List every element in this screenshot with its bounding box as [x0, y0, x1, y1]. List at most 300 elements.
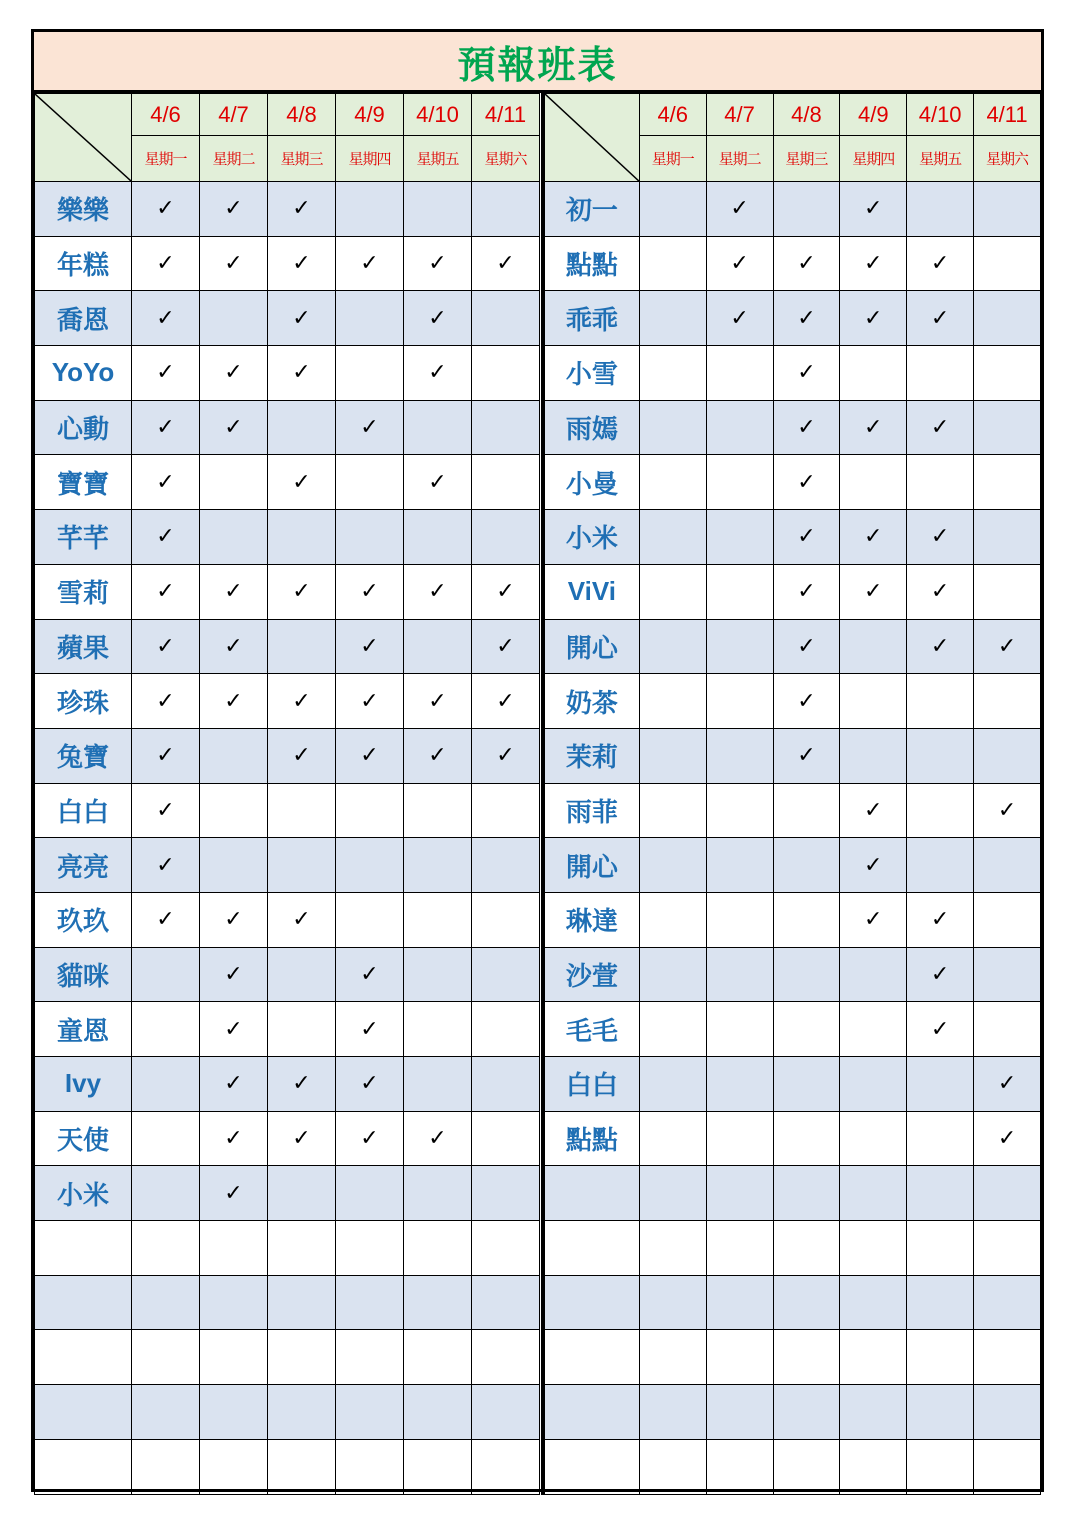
check-mark-cell: ✓: [336, 619, 404, 674]
table-row: [545, 1385, 1041, 1440]
staff-name-cell: 小米: [35, 1166, 132, 1221]
empty-cell: [773, 1275, 840, 1330]
schedule-sheet: [31, 29, 1044, 1492]
table-row: [35, 1057, 540, 1112]
check-mark-cell: ✓: [773, 455, 840, 510]
empty-cell: [907, 455, 974, 510]
staff-name-cell: [545, 1275, 640, 1330]
right-schedule: [541, 93, 1041, 1495]
empty-cell: [773, 1221, 840, 1276]
table-row: [35, 947, 540, 1002]
empty-cell: [840, 1275, 907, 1330]
empty-cell: [907, 1111, 974, 1166]
check-mark-cell: ✓: [472, 728, 540, 783]
check-mark-cell: ✓: [268, 674, 336, 729]
date-header-cell: 4/9: [840, 94, 907, 136]
table-row: [35, 1330, 540, 1385]
check-mark-cell: ✓: [336, 400, 404, 455]
check-mark-cell: ✓: [840, 400, 907, 455]
check-mark-cell: ✓: [773, 674, 840, 729]
check-mark-cell: ✓: [132, 619, 200, 674]
empty-cell: [907, 1275, 974, 1330]
empty-cell: [639, 564, 706, 619]
check-mark-cell: ✓: [840, 182, 907, 237]
check-mark-cell: ✓: [200, 1002, 268, 1057]
check-mark-cell: ✓: [132, 455, 200, 510]
empty-cell: [472, 1057, 540, 1112]
table-row: [545, 564, 1041, 619]
empty-cell: [706, 564, 773, 619]
staff-name-cell: 芊芊: [35, 510, 132, 565]
check-mark-cell: ✓: [907, 947, 974, 1002]
weekday-header-cell: 星期三: [773, 136, 840, 182]
empty-cell: [706, 1385, 773, 1440]
empty-cell: [200, 1221, 268, 1276]
staff-name-cell: 琳達: [545, 892, 640, 947]
weekday-header-cell: 星期六: [974, 136, 1041, 182]
empty-cell: [907, 674, 974, 729]
empty-cell: [404, 1057, 472, 1112]
staff-name-cell: 毛毛: [545, 1002, 640, 1057]
check-mark-cell: ✓: [974, 783, 1041, 838]
staff-name-cell: ViVi: [545, 564, 640, 619]
check-mark-cell: ✓: [840, 510, 907, 565]
table-row: [35, 619, 540, 674]
empty-cell: [706, 400, 773, 455]
check-mark-cell: ✓: [840, 236, 907, 291]
check-mark-cell: ✓: [336, 1002, 404, 1057]
empty-cell: [974, 1439, 1041, 1494]
check-mark-cell: ✓: [268, 1057, 336, 1112]
staff-name-cell: 白白: [545, 1057, 640, 1112]
empty-cell: [132, 1385, 200, 1440]
check-mark-cell: ✓: [404, 1111, 472, 1166]
empty-cell: [336, 1275, 404, 1330]
empty-cell: [974, 892, 1041, 947]
empty-cell: [840, 619, 907, 674]
table-row: [35, 1221, 540, 1276]
check-mark-cell: ✓: [472, 236, 540, 291]
check-mark-cell: ✓: [132, 346, 200, 401]
empty-cell: [907, 1057, 974, 1112]
empty-cell: [268, 783, 336, 838]
empty-cell: [472, 947, 540, 1002]
empty-cell: [336, 510, 404, 565]
empty-cell: [268, 1221, 336, 1276]
check-mark-cell: ✓: [268, 455, 336, 510]
empty-cell: [706, 947, 773, 1002]
empty-cell: [268, 510, 336, 565]
staff-name-cell: 雨菲: [545, 783, 640, 838]
staff-name-cell: [35, 1385, 132, 1440]
empty-cell: [907, 1221, 974, 1276]
check-mark-cell: ✓: [132, 182, 200, 237]
empty-cell: [840, 346, 907, 401]
empty-cell: [404, 182, 472, 237]
empty-cell: [268, 619, 336, 674]
check-mark-cell: ✓: [268, 564, 336, 619]
staff-name-cell: 寶寶: [35, 455, 132, 510]
weekday-header-cell: 星期五: [907, 136, 974, 182]
table-row: [35, 1166, 540, 1221]
staff-name-cell: 小米: [545, 510, 640, 565]
empty-cell: [974, 838, 1041, 893]
empty-cell: [200, 1330, 268, 1385]
check-mark-cell: ✓: [200, 892, 268, 947]
staff-name-cell: 小雪: [545, 346, 640, 401]
table-row: [35, 236, 540, 291]
empty-cell: [336, 346, 404, 401]
staff-name-cell: 天使: [35, 1111, 132, 1166]
staff-name-cell: 奶茶: [545, 674, 640, 729]
check-mark-cell: ✓: [773, 510, 840, 565]
check-mark-cell: ✓: [472, 619, 540, 674]
empty-cell: [200, 1385, 268, 1440]
empty-cell: [639, 619, 706, 674]
empty-cell: [472, 838, 540, 893]
empty-cell: [773, 892, 840, 947]
check-mark-cell: ✓: [200, 1111, 268, 1166]
date-header-cell: 4/10: [907, 94, 974, 136]
staff-name-cell: 珍珠: [35, 674, 132, 729]
empty-cell: [706, 1166, 773, 1221]
check-mark-cell: ✓: [132, 892, 200, 947]
check-mark-cell: ✓: [200, 947, 268, 1002]
empty-cell: [773, 783, 840, 838]
table-row: [545, 510, 1041, 565]
weekday-header-cell: 星期一: [132, 136, 200, 182]
staff-name-cell: 白白: [35, 783, 132, 838]
empty-cell: [336, 455, 404, 510]
check-mark-cell: ✓: [132, 236, 200, 291]
empty-cell: [706, 1275, 773, 1330]
check-mark-cell: ✓: [132, 291, 200, 346]
check-mark-cell: ✓: [773, 291, 840, 346]
staff-name-cell: 小曼: [545, 455, 640, 510]
empty-cell: [404, 892, 472, 947]
empty-cell: [907, 346, 974, 401]
check-mark-cell: ✓: [268, 346, 336, 401]
table-row: [545, 947, 1041, 1002]
check-mark-cell: ✓: [974, 1057, 1041, 1112]
empty-cell: [472, 783, 540, 838]
table-row: [35, 1002, 540, 1057]
check-mark-cell: ✓: [200, 1166, 268, 1221]
check-mark-cell: ✓: [404, 291, 472, 346]
check-mark-cell: ✓: [132, 674, 200, 729]
staff-name-cell: [545, 1439, 640, 1494]
diagonal-line: [35, 94, 131, 181]
date-header-cell: 4/11: [472, 94, 540, 136]
right-schedule-table: [544, 93, 1041, 1495]
check-mark-cell: ✓: [907, 291, 974, 346]
check-mark-cell: ✓: [200, 182, 268, 237]
staff-name-cell: 開心: [545, 619, 640, 674]
empty-cell: [840, 1111, 907, 1166]
staff-name-cell: YoYo: [35, 346, 132, 401]
empty-cell: [706, 346, 773, 401]
check-mark-cell: ✓: [268, 1111, 336, 1166]
empty-cell: [200, 455, 268, 510]
empty-cell: [907, 838, 974, 893]
empty-cell: [639, 1002, 706, 1057]
empty-cell: [639, 1221, 706, 1276]
table-row: [35, 728, 540, 783]
table-row: [545, 1057, 1041, 1112]
table-row: [545, 783, 1041, 838]
empty-cell: [974, 346, 1041, 401]
check-mark-cell: ✓: [907, 619, 974, 674]
empty-cell: [268, 947, 336, 1002]
empty-cell: [639, 400, 706, 455]
empty-cell: [472, 400, 540, 455]
empty-cell: [268, 1002, 336, 1057]
staff-name-cell: [35, 1439, 132, 1494]
date-header-row: [35, 94, 540, 136]
empty-cell: [907, 1166, 974, 1221]
staff-name-cell: 心動: [35, 400, 132, 455]
staff-name-cell: [545, 1330, 640, 1385]
check-mark-cell: ✓: [840, 783, 907, 838]
staff-name-cell: 兔寶: [35, 728, 132, 783]
staff-name-cell: 樂樂: [35, 182, 132, 237]
check-mark-cell: ✓: [404, 346, 472, 401]
empty-cell: [639, 1166, 706, 1221]
empty-cell: [132, 1002, 200, 1057]
empty-cell: [840, 1330, 907, 1385]
table-row: [35, 182, 540, 237]
empty-cell: [639, 291, 706, 346]
empty-cell: [773, 838, 840, 893]
check-mark-cell: ✓: [472, 564, 540, 619]
table-row: [545, 291, 1041, 346]
empty-cell: [706, 1111, 773, 1166]
empty-cell: [132, 1439, 200, 1494]
check-mark-cell: ✓: [404, 455, 472, 510]
empty-cell: [404, 510, 472, 565]
empty-cell: [639, 455, 706, 510]
empty-cell: [404, 947, 472, 1002]
check-mark-cell: ✓: [840, 291, 907, 346]
empty-cell: [336, 182, 404, 237]
check-mark-cell: ✓: [773, 564, 840, 619]
check-mark-cell: ✓: [268, 892, 336, 947]
table-row: [35, 564, 540, 619]
check-mark-cell: ✓: [706, 291, 773, 346]
empty-cell: [336, 1221, 404, 1276]
empty-cell: [404, 1221, 472, 1276]
empty-cell: [907, 1439, 974, 1494]
check-mark-cell: ✓: [404, 674, 472, 729]
empty-cell: [268, 1166, 336, 1221]
table-row: [545, 1275, 1041, 1330]
weekday-header-cell: 星期二: [706, 136, 773, 182]
empty-cell: [639, 838, 706, 893]
empty-cell: [336, 783, 404, 838]
empty-cell: [404, 619, 472, 674]
empty-cell: [472, 1002, 540, 1057]
check-mark-cell: ✓: [907, 236, 974, 291]
staff-name-cell: 喬恩: [35, 291, 132, 346]
empty-cell: [840, 1166, 907, 1221]
staff-name-cell: 乖乖: [545, 291, 640, 346]
empty-cell: [132, 1221, 200, 1276]
check-mark-cell: ✓: [840, 892, 907, 947]
check-mark-cell: ✓: [336, 1111, 404, 1166]
check-mark-cell: ✓: [773, 236, 840, 291]
empty-cell: [706, 1439, 773, 1494]
table-row: [545, 182, 1041, 237]
empty-cell: [200, 510, 268, 565]
staff-name-cell: [545, 1166, 640, 1221]
empty-cell: [706, 455, 773, 510]
weekday-header-cell: 星期六: [472, 136, 540, 182]
empty-cell: [706, 783, 773, 838]
table-row: [35, 455, 540, 510]
empty-cell: [974, 1385, 1041, 1440]
weekday-header-cell: 星期四: [336, 136, 404, 182]
empty-cell: [974, 1275, 1041, 1330]
check-mark-cell: ✓: [132, 564, 200, 619]
empty-cell: [472, 291, 540, 346]
weekday-header-cell: 星期三: [268, 136, 336, 182]
empty-cell: [268, 1439, 336, 1494]
empty-cell: [706, 1057, 773, 1112]
empty-cell: [706, 1330, 773, 1385]
empty-cell: [706, 1221, 773, 1276]
empty-cell: [974, 510, 1041, 565]
empty-cell: [336, 892, 404, 947]
check-mark-cell: ✓: [773, 400, 840, 455]
check-mark-cell: ✓: [132, 728, 200, 783]
table-row: [545, 1111, 1041, 1166]
table-row: [545, 838, 1041, 893]
empty-cell: [773, 1166, 840, 1221]
empty-cell: [472, 1111, 540, 1166]
empty-cell: [840, 1439, 907, 1494]
check-mark-cell: ✓: [840, 564, 907, 619]
date-header-cell: 4/8: [773, 94, 840, 136]
empty-cell: [639, 182, 706, 237]
check-mark-cell: ✓: [132, 510, 200, 565]
empty-cell: [974, 291, 1041, 346]
empty-cell: [404, 838, 472, 893]
empty-cell: [639, 510, 706, 565]
check-mark-cell: ✓: [200, 400, 268, 455]
check-mark-cell: ✓: [773, 619, 840, 674]
check-mark-cell: ✓: [336, 1057, 404, 1112]
empty-cell: [639, 1057, 706, 1112]
staff-name-cell: 年糕: [35, 236, 132, 291]
empty-cell: [639, 236, 706, 291]
empty-cell: [268, 1275, 336, 1330]
staff-name-cell: [35, 1330, 132, 1385]
date-header-cell: 4/9: [336, 94, 404, 136]
table-row: [545, 455, 1041, 510]
table-row: [545, 1002, 1041, 1057]
table-row: [545, 236, 1041, 291]
empty-cell: [773, 1111, 840, 1166]
empty-cell: [472, 346, 540, 401]
empty-cell: [336, 838, 404, 893]
table-row: [35, 1385, 540, 1440]
check-mark-cell: ✓: [268, 236, 336, 291]
empty-cell: [840, 455, 907, 510]
empty-cell: [639, 1330, 706, 1385]
empty-cell: [132, 1275, 200, 1330]
empty-cell: [200, 783, 268, 838]
table-row: [35, 400, 540, 455]
table-row: [35, 510, 540, 565]
empty-cell: [336, 1439, 404, 1494]
check-mark-cell: ✓: [840, 838, 907, 893]
table-row: [35, 783, 540, 838]
date-header-cell: 4/7: [706, 94, 773, 136]
empty-cell: [706, 674, 773, 729]
empty-cell: [132, 947, 200, 1002]
empty-cell: [404, 1166, 472, 1221]
empty-cell: [404, 400, 472, 455]
date-header-cell: 4/7: [200, 94, 268, 136]
empty-cell: [840, 947, 907, 1002]
weekday-header-cell: 星期二: [200, 136, 268, 182]
diagonal-line: [545, 94, 639, 181]
empty-cell: [639, 1111, 706, 1166]
empty-cell: [336, 1166, 404, 1221]
empty-cell: [472, 1330, 540, 1385]
empty-cell: [773, 1385, 840, 1440]
empty-cell: [200, 728, 268, 783]
date-header-row: [545, 94, 1041, 136]
date-header-cell: 4/10: [404, 94, 472, 136]
table-row: [35, 674, 540, 729]
empty-cell: [472, 1275, 540, 1330]
empty-cell: [773, 182, 840, 237]
check-mark-cell: ✓: [268, 291, 336, 346]
empty-cell: [773, 1330, 840, 1385]
check-mark-cell: ✓: [268, 182, 336, 237]
staff-name-cell: 開心: [545, 838, 640, 893]
empty-cell: [706, 838, 773, 893]
check-mark-cell: ✓: [907, 400, 974, 455]
empty-cell: [268, 400, 336, 455]
check-mark-cell: ✓: [200, 1057, 268, 1112]
empty-cell: [773, 947, 840, 1002]
table-row: [545, 1439, 1041, 1494]
empty-cell: [200, 1439, 268, 1494]
check-mark-cell: ✓: [132, 838, 200, 893]
date-header-cell: 4/11: [974, 94, 1041, 136]
empty-cell: [472, 1221, 540, 1276]
empty-cell: [336, 1385, 404, 1440]
staff-name-cell: Ivy: [35, 1057, 132, 1112]
empty-cell: [907, 182, 974, 237]
empty-cell: [974, 674, 1041, 729]
staff-name-cell: [35, 1221, 132, 1276]
staff-name-cell: 亮亮: [35, 838, 132, 893]
empty-cell: [773, 1439, 840, 1494]
date-header-cell: 4/6: [132, 94, 200, 136]
check-mark-cell: ✓: [268, 728, 336, 783]
empty-cell: [404, 1275, 472, 1330]
empty-cell: [706, 1002, 773, 1057]
empty-cell: [840, 1002, 907, 1057]
table-row: [35, 892, 540, 947]
empty-cell: [132, 1057, 200, 1112]
empty-cell: [639, 1275, 706, 1330]
empty-cell: [200, 291, 268, 346]
check-mark-cell: ✓: [336, 236, 404, 291]
